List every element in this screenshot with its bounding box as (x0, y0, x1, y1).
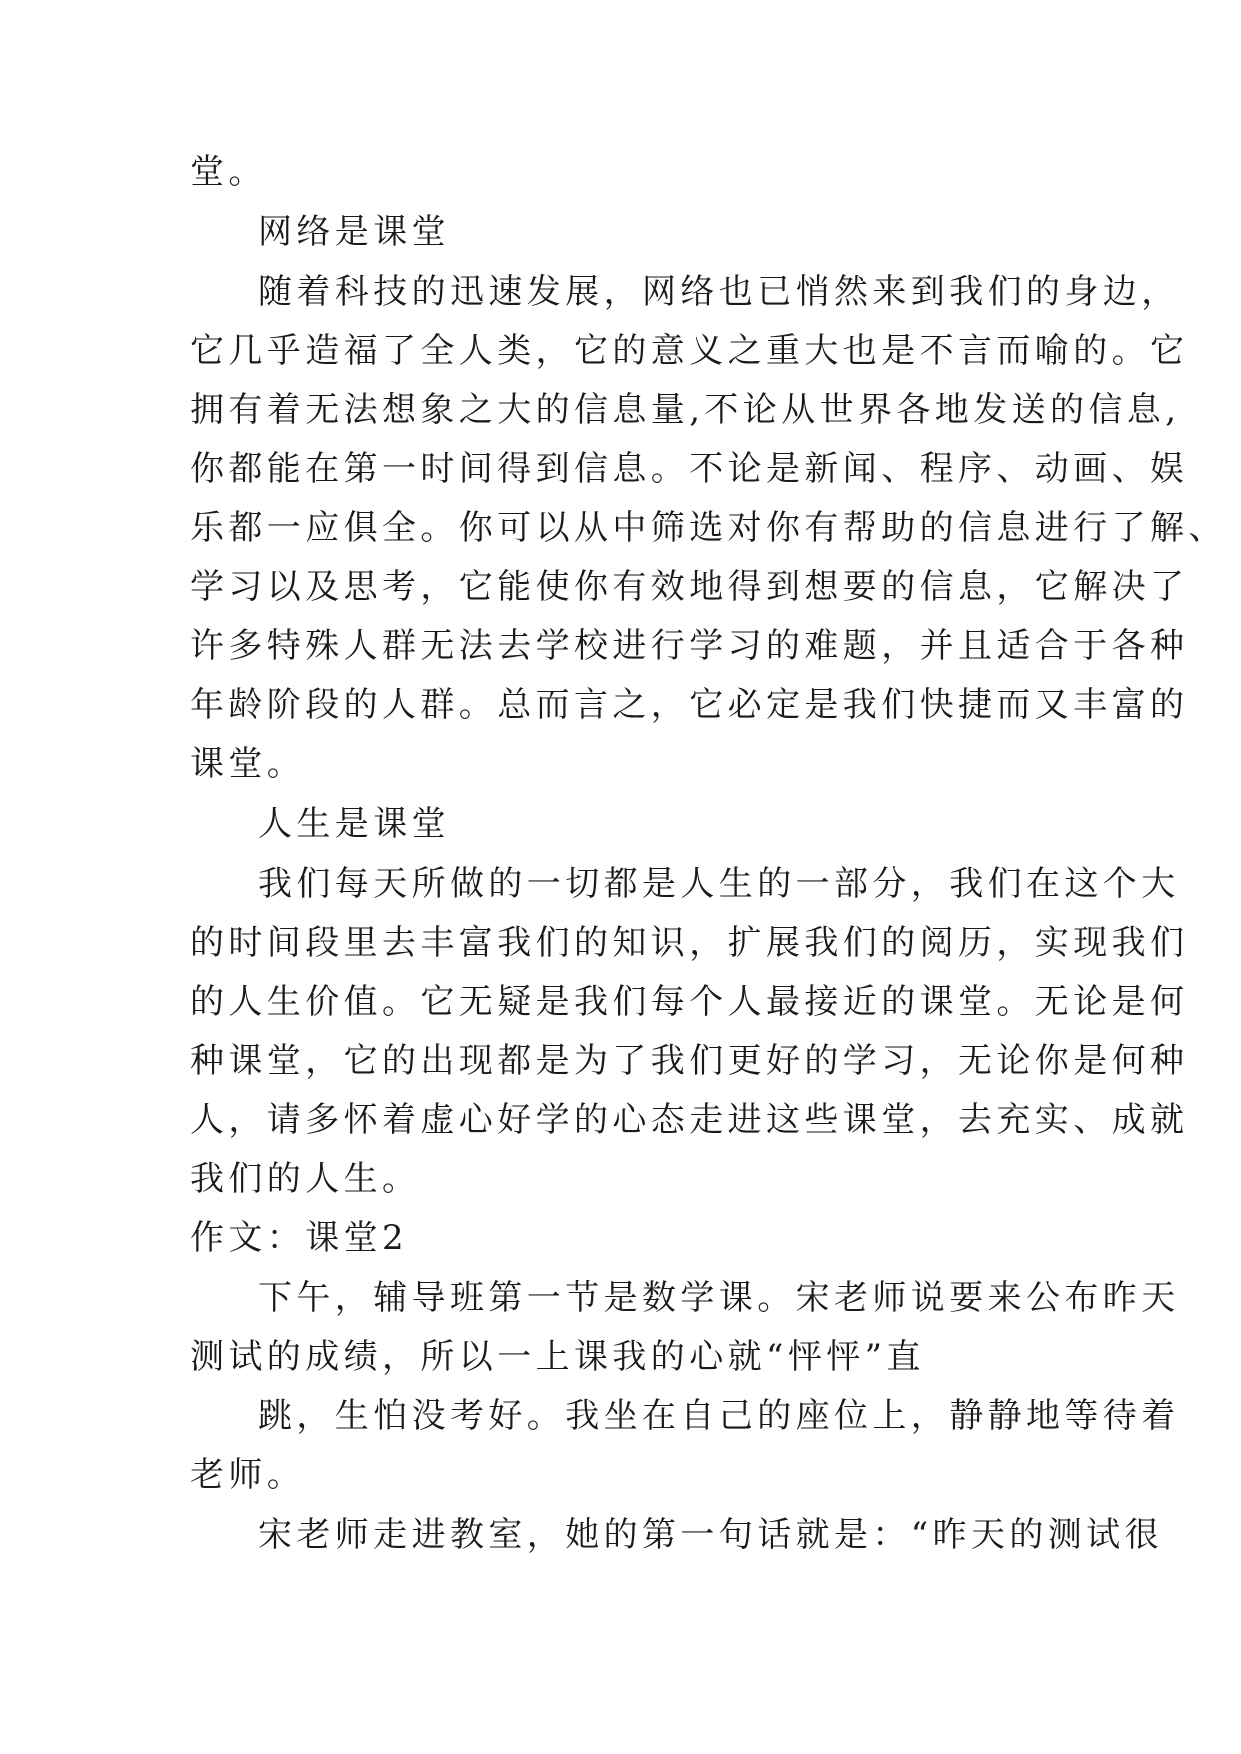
text-line: 你都能在第一时间得到信息。不论是新闻、程序、动画、娱 (190, 449, 1189, 489)
text-line: 随着科技的迅速发展，网络也已悄然来到我们的身边， (258, 272, 1180, 312)
text-line: 种课堂，它的出现都是为了我们更好的学习，无论你是何种 (190, 1041, 1189, 1081)
text-line: 许多特殊人群无法去学校进行学习的难题，并且适合于各种 (190, 626, 1189, 666)
section-heading: 网络是课堂 (258, 212, 450, 252)
text-line: 人，请多怀着虚心好学的心态走进这些课堂，去充实、成就 (190, 1100, 1189, 1140)
text-line: 测试的成绩，所以一上课我的心就“怦怦”直 (190, 1337, 925, 1377)
text-line: 课堂。 (190, 744, 306, 784)
text-line: 乐都一应俱全。你可以从中筛选对你有帮助的信息进行了解、 (190, 508, 1227, 548)
text-line: 我们的人生。 (190, 1159, 421, 1199)
text-line: 拥有着无法想象之大的信息量,不论从世界各地发送的信息, (190, 390, 1181, 430)
text-line: 的时间段里去丰富我们的知识，扩展我们的阅历，实现我们 (190, 923, 1189, 963)
text-line: 老师。 (190, 1455, 306, 1495)
text-line: 学习以及思考，它能使你有效地得到想要的信息，它解决了 (190, 567, 1189, 607)
text-line: 下午，辅导班第一节是数学课。宋老师说要来公布昨天 (258, 1278, 1180, 1318)
text-line: 的人生价值。它无疑是我们每个人最接近的课堂。无论是何 (190, 982, 1189, 1022)
essay-title: 作文：课堂2 (190, 1218, 409, 1258)
text-line: 它几乎造福了全人类，它的意义之重大也是不言而喻的。它 (190, 331, 1189, 371)
section-heading: 人生是课堂 (258, 804, 450, 844)
text-line: 我们每天所做的一切都是人生的一部分，我们在这个大 (258, 864, 1180, 904)
text-line: 年龄阶段的人群。总而言之，它必定是我们快捷而又丰富的 (190, 685, 1189, 725)
text-line: 跳，生怕没考好。我坐在自己的座位上，静静地等待着 (258, 1396, 1180, 1436)
text-line: 宋老师走进教室，她的第一句话就是：“昨天的测试很 (258, 1515, 1163, 1555)
text-line: 堂。 (190, 152, 267, 192)
